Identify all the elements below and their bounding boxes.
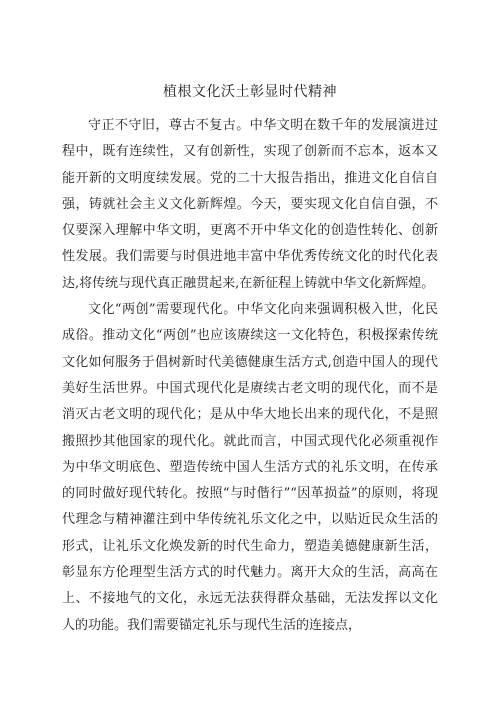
document-body xyxy=(62,113,438,639)
paragraph-2: 文化“两创”需要现代化。中华文化向来强调积极入世，化民成俗。推动文化“两创”也应该赓续这一文化特色，积极探索传统文化如何服务于倡树新时代美德健康生活方式,创造中国人的现代美好生活世界。中国式现代化是赓续古老文明的现代化，而不是消灭古老文明的现代化；是从中华大地长出来的现代化，不是照搬照抄其他国家的现代化。就此而言，中国式现代化必须重视作为中华文明底色、塑造传统中国人生活方式的礼乐文明，在传承的同时做好现代转化。按照“与时偕行”“因革损益”的原则，将现代理念与精神灌注到中华传统礼乐文化之中，以贴近民众生活的形式，让礼乐文化焕发新的时代生命力，塑造美德健康新生活，彰显东方伦理型生活方式的时代魅力。离开大众的生活，高高在上、不接地气的文化，永远无法获得群众基础，无法发挥以文化人的功能。我们需要锚定礼乐与现代生活的连接点， xyxy=(62,302,438,633)
paragraph-1: 守正不守旧，尊古不复古。中华文明在数千年的发展演进过程中，既有连续性，又有创新性，实现了创新而不忘本，返本又能开新的文明度续发展。党的二十大报告指出，推进文化自信自强，铸就社会主义文化新辉煌。今天，要实现文化自信自强，不仅要深入理解中华文明，更离不开中华文化的创造性转化、创新性发展。我们需要与时俱进地丰富中华优秀传统文化的时代化表达,将传统与现代真正融贯起来,在新征程上铸就中华文化新辉煌。 xyxy=(62,118,438,291)
document-title: 植根文化沃土彰显时代精神 xyxy=(163,84,337,100)
